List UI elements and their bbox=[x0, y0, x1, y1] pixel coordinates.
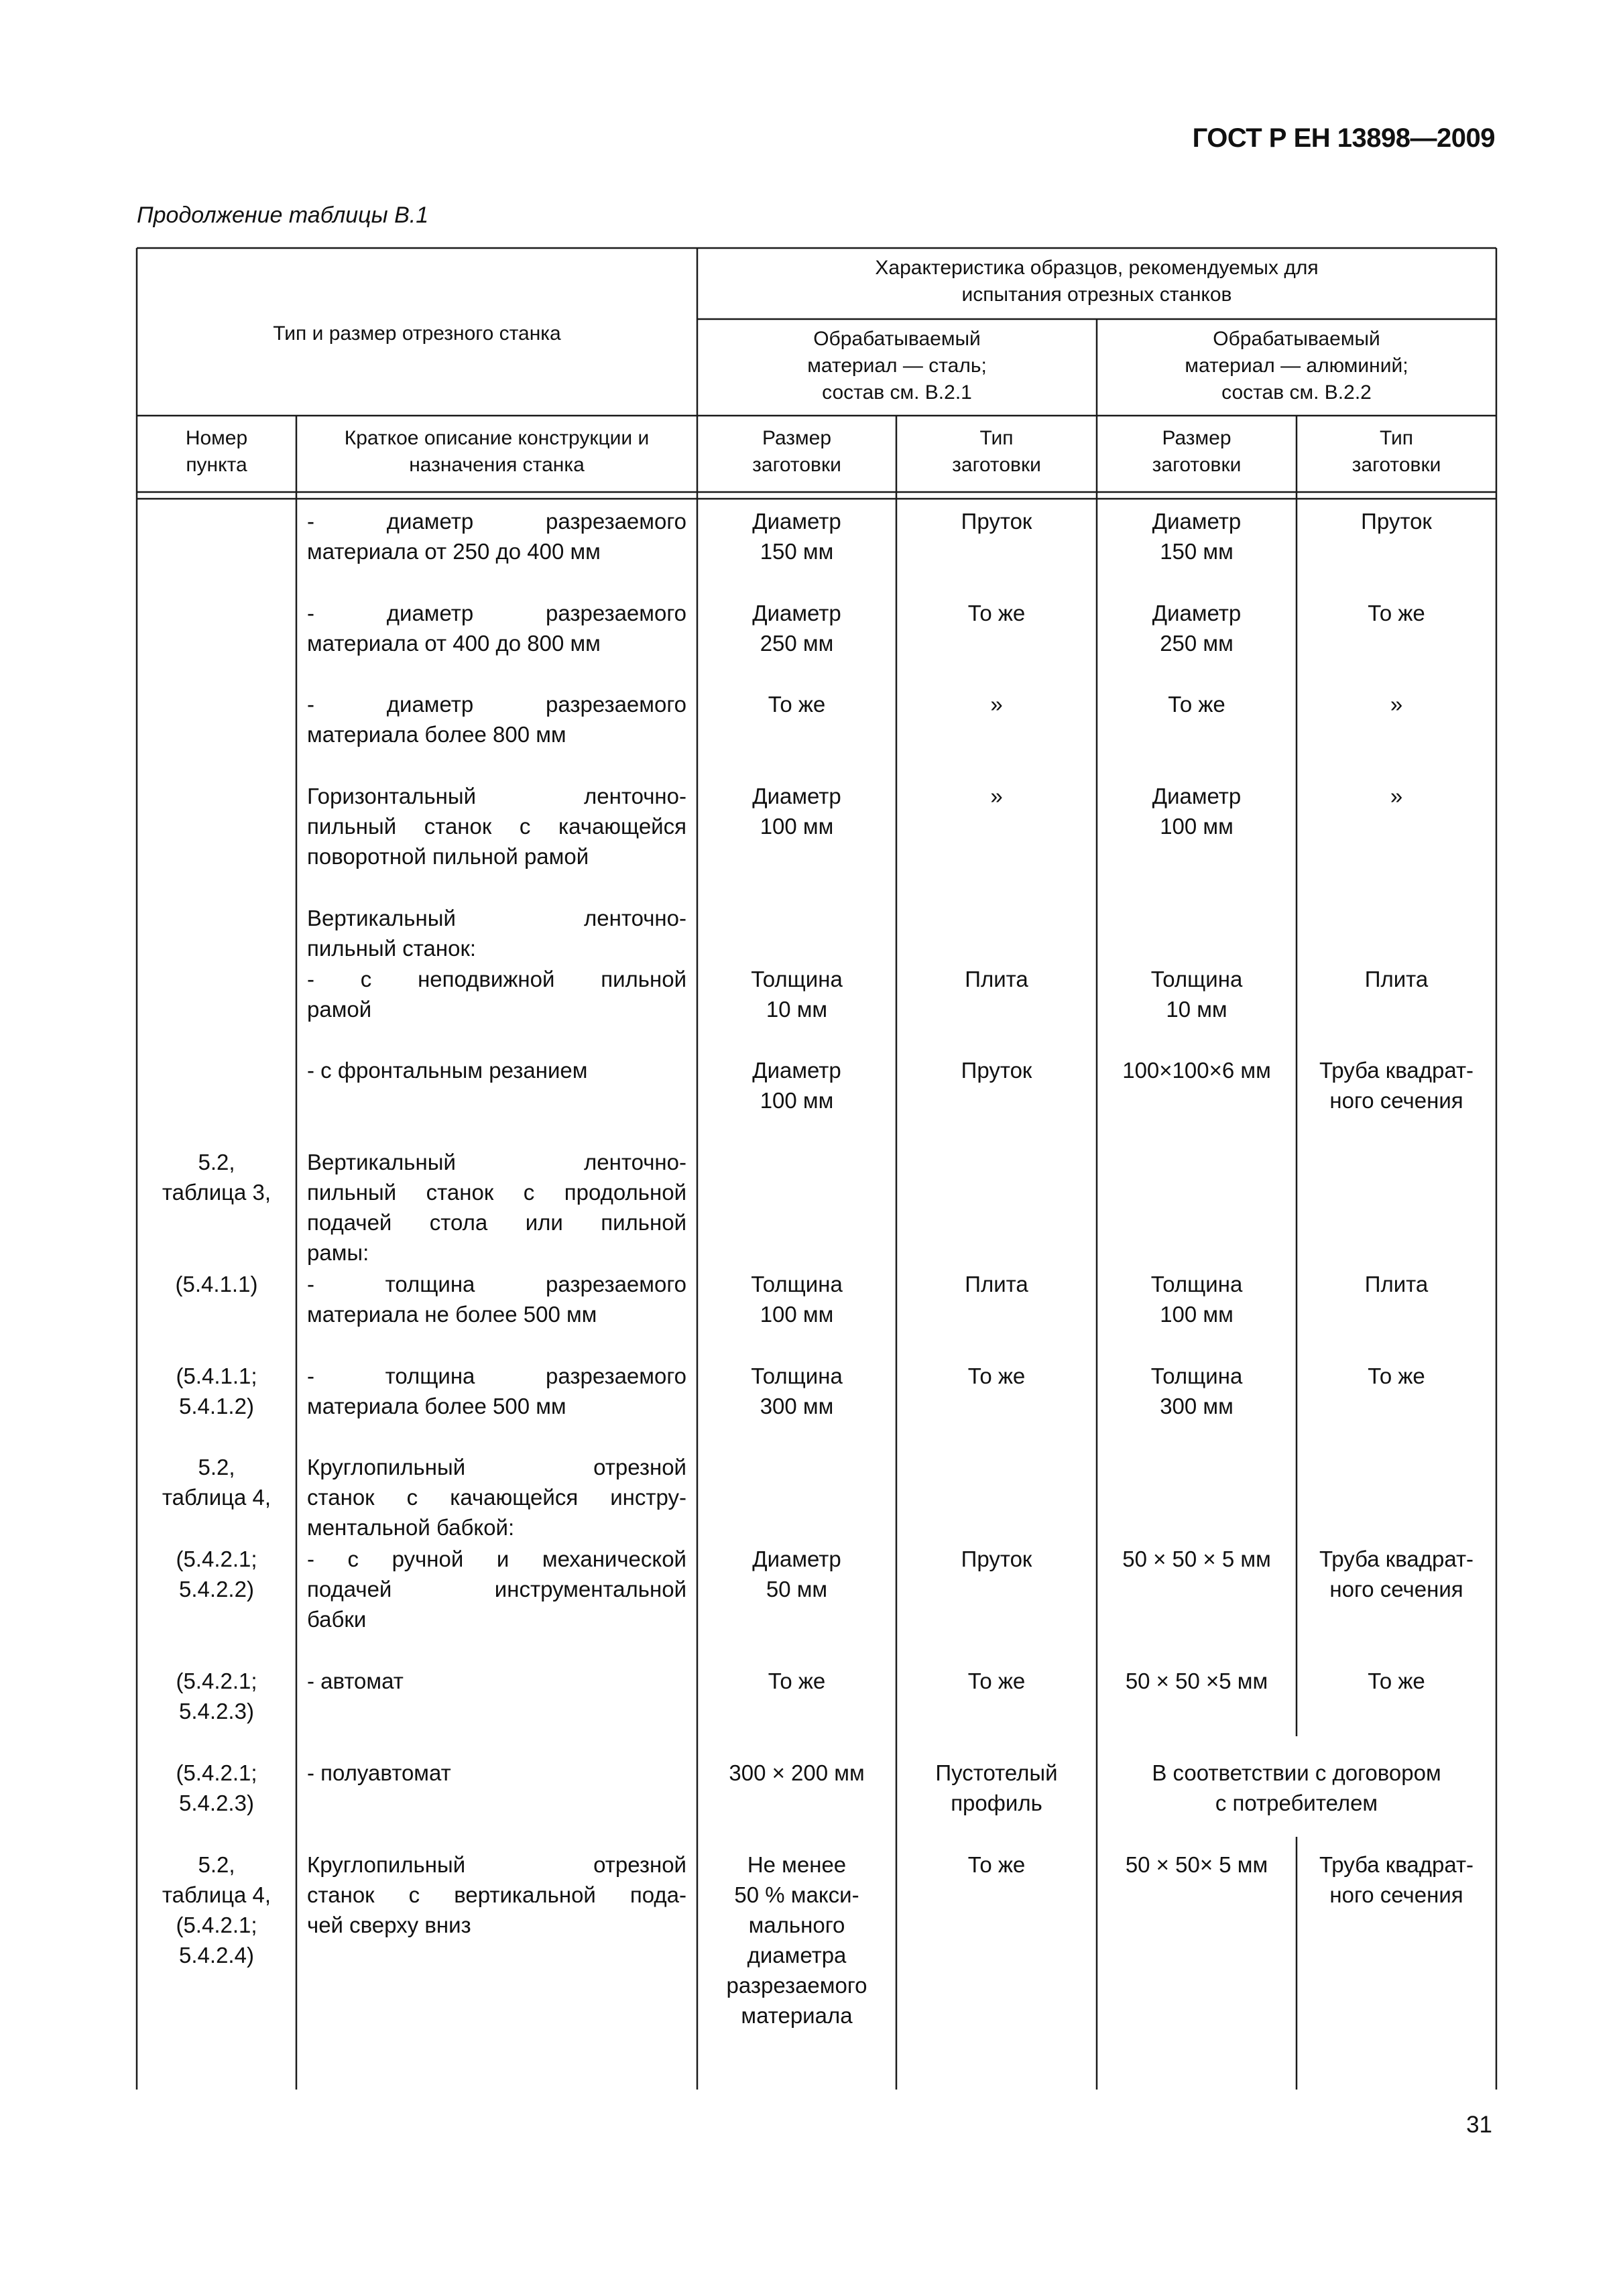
row-12-clause-ref: (5.4.2.1; 5.4.2.3) bbox=[176, 1669, 257, 1724]
row-11-alu-size: 50 × 50 × 5 мм bbox=[1122, 1547, 1271, 1571]
row-6-steel-type: Пруток bbox=[961, 1058, 1032, 1083]
row-4-description-line-1: пильный станок: bbox=[307, 936, 477, 961]
row-9-description-line-0: - толщина разрезаемого bbox=[307, 1364, 686, 1388]
row-5-alu-type: Плита bbox=[1364, 967, 1429, 991]
row-11-description-line-0: - с ручной и механической bbox=[307, 1547, 686, 1571]
row-1-alu-type: То же bbox=[1368, 601, 1425, 625]
row-14-alu-type: Труба квадрат- ного сечения bbox=[1319, 1852, 1474, 1907]
row-2-alu-size: То же bbox=[1168, 692, 1225, 717]
row-9-steel-size: Толщина 300 мм bbox=[751, 1364, 843, 1418]
header-alu-size: Размер заготовки bbox=[1152, 427, 1242, 476]
header-steel-size: Размер заготовки bbox=[752, 427, 841, 476]
row-12-steel-type: То же bbox=[967, 1669, 1026, 1693]
row-8-clause-ref: (5.4.1.1) bbox=[175, 1272, 258, 1296]
row-3-alu-size: Диаметр 100 мм bbox=[1152, 784, 1242, 839]
row-10-description-line-1: станок с качающейся инстру- bbox=[307, 1485, 686, 1510]
row-8-alu-type: Плита bbox=[1364, 1272, 1429, 1296]
row-8-description-line-0: - толщина разрезаемого bbox=[307, 1272, 686, 1296]
row-14-steel-size: Не менее 50 % макси- мального диаметра разрезаемого материала bbox=[726, 1852, 867, 2028]
row-6-alu-type: Труба квадрат- ного сечения bbox=[1319, 1058, 1474, 1113]
row-1-description-line-1: материала от 400 до 800 мм bbox=[307, 631, 601, 656]
header-steel-type: Тип заготовки bbox=[952, 427, 1041, 476]
row-3-steel-type: » bbox=[990, 784, 1003, 808]
row-5-description-line-0: - с неподвижной пильной bbox=[307, 967, 686, 991]
row-0-description-line-0: - диаметр разрезаемого bbox=[307, 509, 686, 534]
row-9-description-line-1: материала более 500 мм bbox=[307, 1394, 566, 1418]
row-5-steel-type: Плита bbox=[965, 967, 1028, 991]
row-7-description-line-2: подачей стола или пильной bbox=[307, 1210, 686, 1235]
row-8-steel-type: Плита bbox=[965, 1272, 1028, 1296]
row-5-description-line-1: рамой bbox=[307, 997, 372, 1022]
row-8-description-line-1: материала не более 500 мм bbox=[307, 1302, 597, 1327]
table-caption: Продолжение таблицы В.1 bbox=[137, 202, 429, 228]
row-2-steel-size: То же bbox=[768, 692, 826, 717]
header-machine-group: Тип и размер отрезного станка bbox=[273, 322, 561, 345]
row-9-alu-size: Толщина 300 мм bbox=[1150, 1364, 1243, 1418]
row-0-steel-type: Пруток bbox=[961, 509, 1032, 534]
row-6-alu-size: 100×100×6 мм bbox=[1122, 1058, 1271, 1083]
row-2-steel-type: » bbox=[990, 692, 1003, 717]
row-1-alu-size: Диаметр 250 мм bbox=[1152, 601, 1242, 656]
row-12-description-line-0: - автомат bbox=[307, 1669, 404, 1693]
row-2-alu-type: » bbox=[1390, 692, 1403, 717]
row-10-clause-ref: 5.2, таблица 4, bbox=[162, 1455, 272, 1510]
row-7-description-line-3: рамы: bbox=[307, 1240, 369, 1265]
row-9-clause-ref: (5.4.1.1; 5.4.1.2) bbox=[176, 1364, 257, 1418]
row-8-alu-size: Толщина 100 мм bbox=[1150, 1272, 1243, 1327]
row-11-steel-type: Пруток bbox=[961, 1547, 1032, 1571]
row-13-aluminium-merged: В соответствии с договором с потребителем bbox=[1152, 1760, 1441, 1815]
row-9-steel-type: То же bbox=[967, 1364, 1026, 1388]
row-6-description-line-0: - с фронтальным резанием bbox=[307, 1058, 588, 1083]
row-11-description-line-1: подачей инструментальной bbox=[307, 1577, 686, 1602]
row-3-description-line-0: Горизонтальный ленточно- bbox=[307, 784, 686, 808]
row-8-steel-size: Толщина 100 мм bbox=[751, 1272, 843, 1327]
header-characteristics: Характеристика образцов, рекомендуемых для испытания отрезных станков bbox=[875, 257, 1319, 306]
row-14-description-line-2: чей сверху вниз bbox=[307, 1913, 471, 1937]
row-0-steel-size: Диаметр 150 мм bbox=[752, 509, 841, 564]
row-4-description-line-0: Вертикальный ленточно- bbox=[307, 906, 686, 930]
row-0-alu-type: Пруток bbox=[1361, 509, 1432, 534]
row-10-description-line-0: Круглопильный отрезной bbox=[307, 1455, 686, 1479]
row-0-alu-size: Диаметр 150 мм bbox=[1152, 509, 1242, 564]
row-5-alu-size: Толщина 10 мм bbox=[1150, 967, 1243, 1022]
row-11-steel-size: Диаметр 50 мм bbox=[752, 1547, 841, 1602]
row-13-clause-ref: (5.4.2.1; 5.4.2.3) bbox=[176, 1760, 257, 1815]
row-12-alu-size: 50 × 50 ×5 мм bbox=[1125, 1669, 1268, 1693]
row-14-steel-type: То же bbox=[967, 1852, 1026, 1877]
row-13-steel-size: 300 × 200 мм bbox=[729, 1760, 865, 1785]
row-14-alu-size: 50 × 50× 5 мм bbox=[1125, 1852, 1268, 1877]
row-1-steel-size: Диаметр 250 мм bbox=[752, 601, 841, 656]
row-1-steel-type: То же bbox=[967, 601, 1026, 625]
page-number: 31 bbox=[1466, 2112, 1492, 2138]
row-14-description-line-1: станок с вертикальной пода- bbox=[307, 1882, 686, 1907]
document-code: ГОСТ Р ЕН 13898—2009 bbox=[1192, 123, 1495, 153]
row-5-steel-size: Толщина 10 мм bbox=[751, 967, 843, 1022]
row-12-steel-size: То же bbox=[768, 1669, 826, 1693]
row-6-steel-size: Диаметр 100 мм bbox=[752, 1058, 841, 1113]
row-14-clause-ref: 5.2, таблица 4, (5.4.2.1; 5.4.2.4) bbox=[162, 1852, 272, 1968]
row-3-steel-size: Диаметр 100 мм bbox=[752, 784, 841, 839]
header-description: Краткое описание конструкции и назначения станка bbox=[344, 427, 650, 476]
row-3-alu-type: » bbox=[1390, 784, 1403, 808]
row-11-description-line-2: бабки bbox=[307, 1607, 367, 1632]
row-13-description-line-0: - полуавтомат bbox=[307, 1760, 451, 1785]
header-steel: Обрабатываемый материал — сталь; состав см. В.2.1 bbox=[807, 328, 987, 404]
row-14-description-line-0: Круглопильный отрезной bbox=[307, 1852, 686, 1877]
row-12-alu-type: То же bbox=[1368, 1669, 1425, 1693]
row-9-alu-type: То же bbox=[1368, 1364, 1425, 1388]
row-3-description-line-1: пильный станок с качающейся bbox=[307, 814, 686, 839]
row-7-description-line-1: пильный станок с продольной bbox=[307, 1180, 686, 1205]
row-7-description-line-0: Вертикальный ленточно- bbox=[307, 1150, 686, 1174]
row-2-description-line-0: - диаметр разрезаемого bbox=[307, 692, 686, 717]
row-0-description-line-1: материала от 250 до 400 мм bbox=[307, 539, 601, 564]
row-11-alu-type: Труба квадрат- ного сечения bbox=[1319, 1547, 1474, 1602]
row-10-description-line-2: ментальной бабкой: bbox=[307, 1515, 515, 1540]
row-7-clause-ref: 5.2, таблица 3, bbox=[162, 1150, 272, 1205]
row-2-description-line-1: материала более 800 мм bbox=[307, 722, 566, 747]
row-13-steel-type: Пустотелый профиль bbox=[935, 1760, 1058, 1815]
row-3-description-line-2: поворотной пильной рамой bbox=[307, 844, 589, 869]
row-1-description-line-0: - диаметр разрезаемого bbox=[307, 601, 686, 625]
header-alu-type: Тип заготовки bbox=[1351, 427, 1441, 476]
row-11-clause-ref: (5.4.2.1; 5.4.2.2) bbox=[176, 1547, 257, 1602]
header-aluminium: Обрабатываемый материал — алюминий; состав см. В.2.2 bbox=[1185, 328, 1408, 404]
header-clause-no: Номер пункта bbox=[185, 427, 248, 476]
